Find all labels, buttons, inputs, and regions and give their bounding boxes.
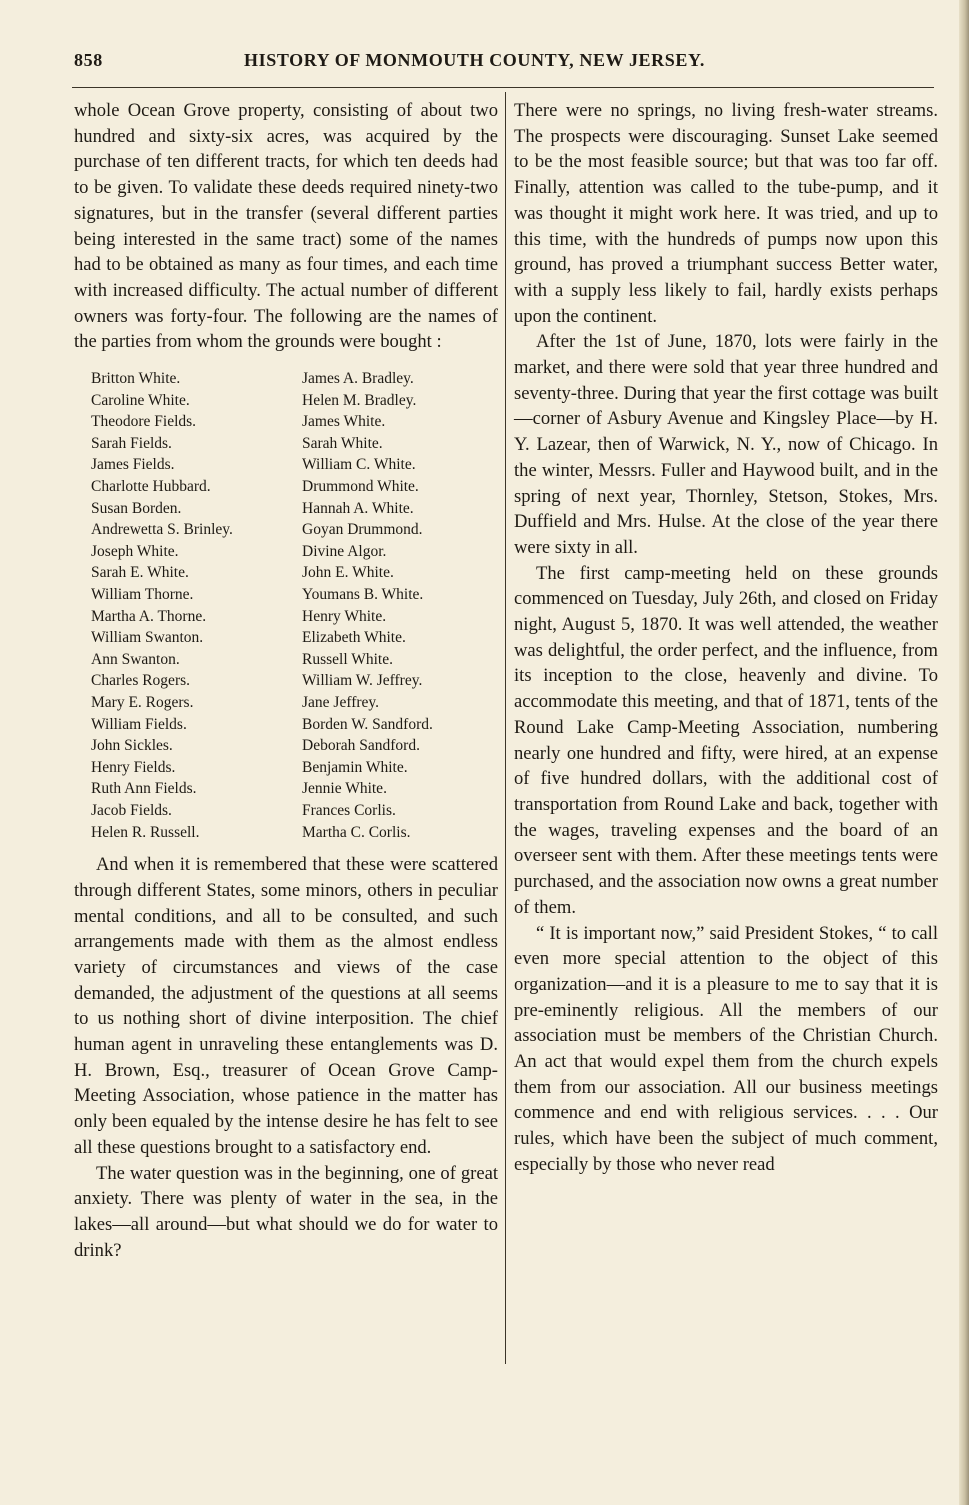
owner-name: Ann Swanton. (91, 650, 180, 668)
header-rule (72, 87, 934, 88)
owner-name: William Swanton. (91, 629, 204, 647)
left-column (74, 98, 498, 1263)
owner-name: Sarah White. (302, 434, 383, 452)
owner-name: Frances Corlis. (302, 801, 396, 819)
owner-name: William C. White. (302, 456, 416, 474)
paragraph: And when it is remembered that these were scattered through different States, some minors, others in peculiar mental conditions, and all to be consulted, and such arrangements made with them as the almost endless variety of circumstances and views of the case demanded, the adjustment of the questions at all seems to us nothing short of divine interposition. The chief human agent in unraveling these entanglements was D. H. Brown, Esq., treasurer of Ocean Grove Camp-Meeting Association, whose patience in the matter has only been equaled by the intense desire he has felt to see all these questions brought to a satisfactory end. (74, 854, 498, 1158)
page-edge (959, 0, 969, 1505)
owner-name: William Fields. (91, 715, 187, 733)
owner-name: Henry Fields. (91, 758, 176, 776)
running-header (74, 50, 940, 74)
owner-name: William Thorne. (91, 585, 194, 603)
paragraph: After the 1st of June, 1870, lots were fairly in the market, and there were sold that year three hundred and seventy-three. During that year the first cottage was built—corner of Asbury Avenue and Kingsley Place—by H. Y. Lazear, then of Warwick, N. Y., now of Chicago. In the winter, Messrs. Fuller and Haywood built, and in the spring of next year, Thornley, Stetson, Stokes, Mrs. Duffield and Mrs. Hulse. At the close of the year there were sixty in all. (514, 331, 938, 558)
owner-name: Russell White. (302, 650, 393, 668)
paragraph: There were no springs, no living fresh-water streams. The prospects were discouraging. Sunset Lake seemed to be the most feasible source; but that was too far off. Finally, attention was called to the tube-pump, and it was thought it might work here. It was tried, and up to this time, with the hundreds of pumps now upon this ground, has proved a triumphant success Better water, with a supply less likely to fail, hardly exists perhaps upon the continent. (514, 100, 938, 327)
owner-name: Joseph White. (91, 542, 179, 560)
owner-name: Sarah Fields. (91, 434, 172, 452)
owner-name: Youmans B. White. (302, 585, 424, 603)
owner-name: Theodore Fields. (91, 413, 197, 431)
owner-name: Goyan Drummond. (302, 521, 423, 539)
running-title: HISTORY OF MONMOUTH COUNTY, NEW JERSEY. (244, 50, 706, 70)
owner-name: Andrewetta S. Brinley. (91, 521, 233, 539)
owner-name: James Fields. (91, 456, 175, 474)
owner-name: Henry White. (302, 607, 387, 625)
paragraph: “ It is important now,” said President Stokes, “ to call even more special attention to the object of this organization—and it is a pleasure to me to say that it is pre-eminently religious. All the members of our association must be members of the Christian Church. An act that would expel them from the church expels them from our association. All our business meetings commence and end with religious services. . . . Our rules, which have been the subject of much comment, especially by those who never read (514, 922, 938, 1175)
owner-name: Martha C. Corlis. (302, 823, 411, 841)
owner-name: Jane Jeffrey. (302, 693, 380, 711)
owner-name: Divine Algor. (302, 542, 387, 560)
owner-name: Ruth Ann Fields. (91, 780, 197, 798)
owner-name: Caroline White. (91, 391, 190, 409)
column-divider (505, 92, 506, 1364)
right-column (514, 98, 938, 1178)
owner-name: Benjamin White. (302, 758, 408, 776)
owner-name: John Sickles. (91, 737, 173, 755)
owner-name: Elizabeth White. (302, 629, 406, 647)
owner-name: James White. (302, 413, 386, 431)
owner-name: Helen R. Russell. (91, 823, 200, 841)
owner-name: Deborah Sandford. (302, 737, 420, 755)
paragraph: whole Ocean Grove property, consisting of about two hundred and sixty-six acres, was acquired by the purchase of ten different tracts, for which ten deeds had to be given. To validate these deeds required ninety-two signatures, but in the transfer (several different parties being interested in the same tract) some of the names had to be obtained as many as four times, and each time with increased difficulty. The actual number of different owners was forty-four. The following are the names of the parties from whom the grounds were bought : (74, 100, 498, 353)
owner-name: Susan Borden. (91, 499, 182, 517)
owner-name: Sarah E. White. (91, 564, 189, 582)
paragraph: The water question was in the beginning, one of great anxiety. There was plenty of water in the sea, in the lakes—all around—but what should we do for water to drink? (74, 1162, 498, 1261)
owner-name: Jennie White. (302, 780, 387, 798)
owner-name: James A. Bradley. (302, 370, 414, 388)
owner-name: John E. White. (302, 564, 394, 582)
owner-name: Drummond White. (302, 478, 419, 495)
owner-name: Jacob Fields. (91, 801, 172, 819)
owner-name: Britton White. (91, 370, 181, 388)
paragraph: The first camp-meeting held on these grounds commenced on Tuesday, July 26th, and closed on Friday night, August 5, 1870. It was well attended, the weather was delightful, the order perfect, and the influence, from its inception to the close, heavenly and divine. To accommodate this meeting, and that of 1871, tents of the Round Lake Camp-Meeting Association, numbering nearly one hundred and fifty, were hired, at an expense of five hundred dollars, with the additional cost of transportation from Round Lake and back, together with the wages, traveling expenses and the board of an overseer sent with them. After these meetings tents were purchased, and the association now owns a great number of them. (514, 562, 938, 918)
owner-name: Charlotte Hubbard. (91, 478, 211, 495)
owner-names-list (91, 368, 498, 843)
owner-name: Martha A. Thorne. (91, 607, 207, 625)
owner-name: Mary E. Rogers. (91, 693, 194, 711)
owner-name: Charles Rogers. (91, 672, 191, 690)
owner-name: William W. Jeffrey. (302, 672, 423, 690)
page-number: 858 (74, 50, 103, 70)
owner-name: Helen M. Bradley. (302, 391, 417, 409)
owner-name: Borden W. Sandford. (302, 715, 433, 733)
owner-name: Hannah A. White. (302, 499, 414, 517)
